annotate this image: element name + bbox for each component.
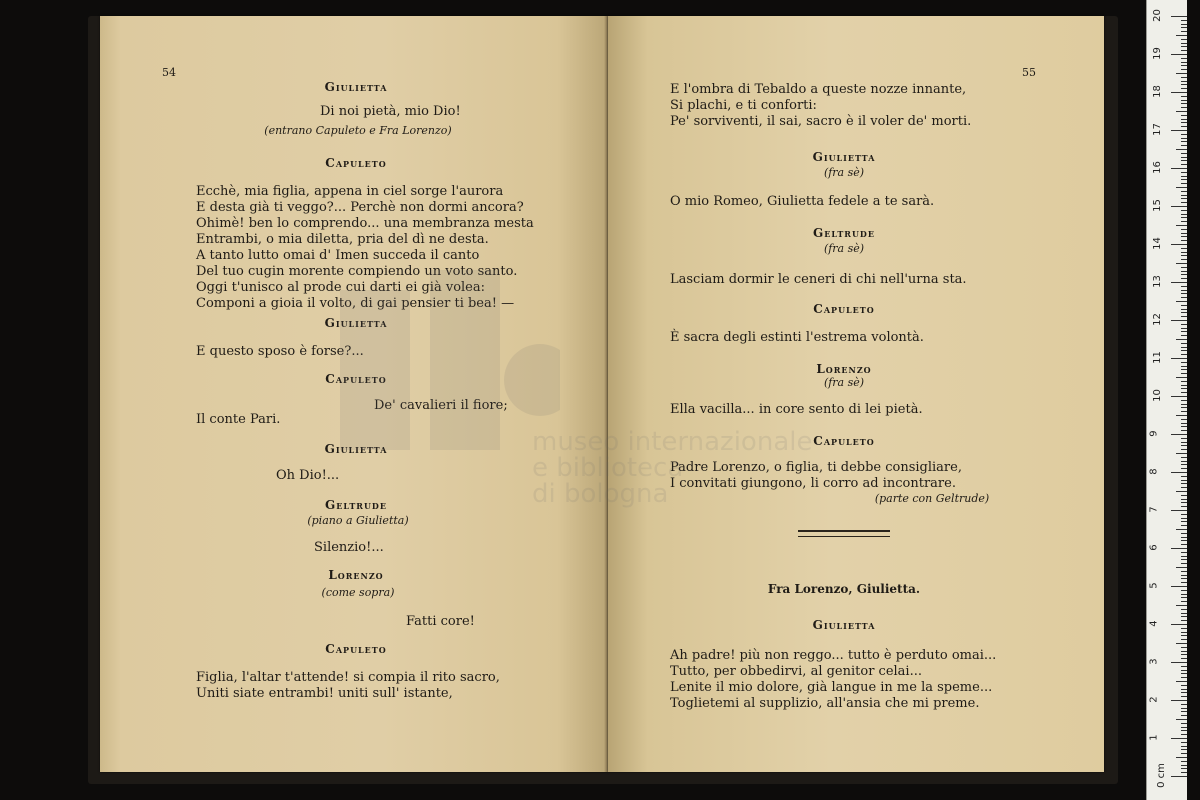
ruler-tick (1181, 290, 1187, 291)
page-number-left: 54 (162, 66, 176, 79)
ruler-tick (1181, 426, 1187, 427)
ruler-number: 3 (1148, 658, 1160, 665)
ruler-tick (1181, 620, 1187, 621)
ruler-tick (1181, 271, 1187, 272)
ruler-tick (1181, 411, 1187, 412)
verse-block: Figlia, l'altar t'attende! si compia il rito sacro, Uniti siate entrambi! uniti sull' istante, (196, 670, 500, 701)
ruler-tick (1181, 50, 1187, 51)
stage-direction: (fra sè) (823, 242, 865, 255)
ruler-tick (1181, 229, 1187, 230)
ruler-tick (1181, 423, 1187, 424)
speaker-name: Capuleto (813, 302, 875, 316)
ruler-tick (1181, 575, 1187, 576)
ruler-number: 15 (1151, 199, 1163, 212)
ruler-tick (1181, 533, 1187, 534)
ruler-tick (1181, 267, 1187, 268)
ruler-tick (1181, 77, 1187, 78)
ruler-tick (1181, 609, 1187, 610)
ruler-tick (1181, 525, 1187, 526)
ruler-tick (1181, 499, 1187, 500)
ruler-tick (1181, 628, 1187, 629)
ruler-tick (1181, 658, 1187, 659)
ruler-tick (1181, 430, 1187, 431)
ruler-tick (1176, 339, 1187, 340)
ruler-tick (1181, 343, 1187, 344)
ruler-tick (1181, 84, 1187, 85)
ruler-tick (1181, 96, 1187, 97)
ruler-tick (1181, 88, 1187, 89)
ruler-tick (1181, 521, 1187, 522)
ruler-tick (1181, 666, 1187, 667)
ruler-number: 5 (1148, 582, 1160, 589)
ruler-number: 13 (1151, 275, 1163, 288)
ruler-tick (1181, 354, 1187, 355)
ruler-tick (1181, 400, 1187, 401)
ruler-tick (1171, 510, 1187, 511)
ruler-tick (1181, 734, 1187, 735)
ruler-tick (1181, 742, 1187, 743)
ruler-tick (1181, 58, 1187, 59)
ruler-tick (1176, 73, 1187, 74)
page-number-right: 55 (1022, 66, 1036, 79)
ruler-tick (1181, 559, 1187, 560)
ruler-tick (1181, 723, 1187, 724)
dialogue-line: E questo sposo è forse?... (196, 344, 364, 359)
dialogue-line: Lasciam dormir le ceneri di chi nell'urna sta. (670, 272, 967, 287)
ruler-tick (1181, 134, 1187, 135)
ruler-tick (1181, 293, 1187, 294)
ruler-tick (1181, 635, 1187, 636)
ruler-tick (1181, 103, 1187, 104)
ruler-tick (1181, 217, 1187, 218)
ruler-number: 4 (1148, 620, 1160, 627)
ruler-tick (1176, 377, 1187, 378)
stage-direction: (fra sè) (823, 166, 865, 179)
ruler-tick (1181, 138, 1187, 139)
ruler-tick (1171, 434, 1187, 435)
speaker-name: Lorenzo (816, 362, 872, 376)
ruler-tick (1181, 647, 1187, 648)
ruler-tick (1181, 673, 1187, 674)
ruler-tick (1181, 727, 1187, 728)
ruler-tick (1181, 309, 1187, 310)
ruler-tick (1181, 115, 1187, 116)
ruler-tick (1181, 563, 1187, 564)
ruler-number: 16 (1151, 161, 1163, 174)
dialogue-line: Ella vacilla... in core sento di lei pietà. (670, 402, 923, 417)
ruler-number: 6 (1148, 544, 1160, 551)
speaker-name: Giulietta (812, 618, 876, 632)
ruler-tick (1181, 328, 1187, 329)
ruler-tick (1181, 704, 1187, 705)
dialogue-line: È sacra degli estinti l'estrema volontà. (670, 330, 924, 345)
speaker-name: Lorenzo (328, 568, 384, 582)
ruler-tick (1176, 415, 1187, 416)
ruler-tick (1181, 324, 1187, 325)
ruler-tick (1171, 662, 1187, 663)
ruler-tick (1181, 297, 1187, 298)
ruler-number: 20 (1151, 9, 1163, 22)
dialogue-line: Il conte Pari. (196, 412, 281, 427)
stage-direction: (parte con Geltrude) (874, 492, 990, 505)
ruler-tick (1181, 677, 1187, 678)
ruler-tick (1176, 225, 1187, 226)
ruler-tick (1181, 746, 1187, 747)
speaker-name: Giulietta (812, 150, 876, 164)
ruler-tick (1181, 305, 1187, 306)
ruler-tick (1171, 586, 1187, 587)
ruler-tick (1171, 92, 1187, 93)
ruler-tick (1181, 552, 1187, 553)
ruler-tick (1171, 282, 1187, 283)
ruler-tick (1181, 183, 1187, 184)
ruler-tick (1181, 540, 1187, 541)
speaker-name: Geltrude (325, 498, 387, 512)
speaker-name: Capuleto (813, 434, 875, 448)
stage-direction: (come sopra) (321, 586, 395, 599)
ruler-tick (1181, 362, 1187, 363)
ruler-tick (1181, 141, 1187, 142)
ruler-tick (1181, 252, 1187, 253)
ruler-tick (1181, 255, 1187, 256)
ruler-tick (1181, 164, 1187, 165)
ruler-tick (1181, 312, 1187, 313)
ruler-tick (1171, 54, 1187, 55)
ruler-tick (1181, 407, 1187, 408)
verse-block: Ah padre! più non reggo... tutto è perduto omai... Tutto, per obbedirvi, al genitor celai... Lenite il mio dolore, già langue in me la speme... Toglietemi al supplizio, all'ansia che mi preme. (670, 648, 997, 711)
ruler-tick (1181, 39, 1187, 40)
ruler-number: 1 (1148, 734, 1160, 741)
ruler-number: 10 (1151, 389, 1163, 402)
ruler-tick (1171, 358, 1187, 359)
ruler-tick (1176, 149, 1187, 150)
ruler-tick (1171, 700, 1187, 701)
ruler-tick (1181, 233, 1187, 234)
ruler-tick (1181, 442, 1187, 443)
ruler-tick (1181, 385, 1187, 386)
ruler-tick (1181, 160, 1187, 161)
ruler-tick (1171, 548, 1187, 549)
ruler-tick (1176, 643, 1187, 644)
ruler-tick (1181, 373, 1187, 374)
ruler-tick (1181, 369, 1187, 370)
speaker-name: Capuleto (325, 156, 387, 170)
ruler-tick (1181, 582, 1187, 583)
ruler-tick (1181, 461, 1187, 462)
ruler-number: 2 (1148, 696, 1160, 703)
ruler-tick (1181, 730, 1187, 731)
ruler-tick (1181, 366, 1187, 367)
ruler-tick (1181, 632, 1187, 633)
ruler-tick (1181, 191, 1187, 192)
ruler-tick (1181, 240, 1187, 241)
ruler-tick (1181, 715, 1187, 716)
ruler-tick (1181, 639, 1187, 640)
speaker-name: Giulietta (324, 80, 388, 94)
ruler-tick (1181, 286, 1187, 287)
ruler-unit-label: 0 cm (1155, 763, 1167, 788)
ruler-tick (1181, 31, 1187, 32)
ruler-tick (1176, 757, 1187, 758)
speaker-name: Giulietta (324, 442, 388, 456)
ruler-tick (1181, 696, 1187, 697)
ruler-tick (1176, 567, 1187, 568)
ruler-tick (1181, 753, 1187, 754)
ruler-tick (1181, 392, 1187, 393)
ruler-tick (1181, 202, 1187, 203)
ruler-tick (1176, 719, 1187, 720)
stage-direction: (piano a Giulietta) (307, 514, 409, 527)
ruler-tick (1181, 670, 1187, 671)
ruler-number: 12 (1151, 313, 1163, 326)
ruler-tick (1181, 556, 1187, 557)
speaker-name: Capuleto (325, 642, 387, 656)
measurement-ruler (1146, 0, 1187, 800)
ruler-tick (1181, 153, 1187, 154)
ruler-tick (1181, 711, 1187, 712)
ruler-tick (1181, 350, 1187, 351)
ruler-tick (1181, 464, 1187, 465)
ruler-number: 17 (1151, 123, 1163, 136)
ruler-tick (1181, 46, 1187, 47)
ruler-tick (1181, 176, 1187, 177)
scene-heading: Fra Lorenzo, Giulietta. (767, 582, 921, 596)
ruler-tick (1181, 404, 1187, 405)
ruler-number: 8 (1148, 468, 1160, 475)
speaker-name: Geltrude (813, 226, 875, 240)
ruler-tick (1181, 613, 1187, 614)
ruler-tick (1171, 168, 1187, 169)
ruler-tick (1181, 476, 1187, 477)
ruler-tick (1181, 689, 1187, 690)
ruler-tick (1171, 206, 1187, 207)
ruler-tick (1181, 248, 1187, 249)
ruler-tick (1176, 111, 1187, 112)
ruler-tick (1176, 35, 1187, 36)
ruler-tick (1181, 388, 1187, 389)
ruler-tick (1181, 335, 1187, 336)
ruler-tick (1181, 331, 1187, 332)
ruler-tick (1181, 198, 1187, 199)
ruler-tick (1181, 654, 1187, 655)
ruler-number: 18 (1151, 85, 1163, 98)
verse-block: Padre Lorenzo, o figlia, ti debbe consigliare, I convitati giungono, li corro ad incontrare. (670, 460, 962, 491)
ruler-tick (1171, 776, 1187, 777)
ruler-tick (1171, 16, 1187, 17)
dialogue-line: Silenzio!... (314, 540, 384, 555)
ruler-tick (1181, 514, 1187, 515)
ruler-tick (1181, 544, 1187, 545)
ruler-tick (1181, 65, 1187, 66)
ruler-tick (1181, 236, 1187, 237)
ruler-tick (1181, 502, 1187, 503)
ruler-tick (1181, 210, 1187, 211)
ruler-tick (1181, 62, 1187, 63)
ruler-tick (1181, 761, 1187, 762)
stage-direction: (entrano Capuleto e Fra Lorenzo) (264, 124, 452, 137)
ruler-tick (1181, 468, 1187, 469)
ruler-tick (1181, 274, 1187, 275)
stage-direction: (fra sè) (823, 376, 865, 389)
ruler-tick (1176, 605, 1187, 606)
ruler-tick (1181, 449, 1187, 450)
ruler-tick (1171, 738, 1187, 739)
ruler-tick (1176, 529, 1187, 530)
ruler-tick (1181, 126, 1187, 127)
verse-block: Ecchè, mia figlia, appena in ciel sorge l'aurora E desta già ti veggo?... Perchè non dormi ancora? Ohimè! ben lo comprendo... una membranza mesta Entrambi, o mia diletta, pria del dì ne desta. A tanto lutto omai d' Imen succeda il canto Del tuo cugin morente compiendo un voto santo. Oggi t'unisco al prode cui darti ei già volea: Componi a gioia il volto, di gai pensier ti bea! — (196, 184, 534, 311)
ruler-tick (1171, 624, 1187, 625)
ruler-tick (1181, 214, 1187, 215)
ruler-tick (1176, 187, 1187, 188)
ruler-tick (1181, 495, 1187, 496)
ruler-tick (1181, 195, 1187, 196)
ruler-tick (1181, 518, 1187, 519)
ruler-tick (1181, 172, 1187, 173)
ruler-tick (1171, 320, 1187, 321)
ruler-number: 7 (1148, 506, 1160, 513)
ruler-tick (1171, 244, 1187, 245)
scene-divider (798, 530, 890, 537)
ruler-tick (1181, 316, 1187, 317)
ruler-tick (1181, 107, 1187, 108)
ruler-tick (1181, 69, 1187, 70)
ruler-tick (1181, 487, 1187, 488)
ruler-tick (1176, 301, 1187, 302)
speaker-name: Giulietta (324, 316, 388, 330)
ruler-tick (1181, 100, 1187, 101)
ruler-tick (1181, 537, 1187, 538)
ruler-tick (1181, 259, 1187, 260)
ruler-tick (1181, 601, 1187, 602)
ruler-tick (1181, 381, 1187, 382)
dialogue-line: Fatti core! (406, 614, 475, 629)
ruler-number: 19 (1151, 47, 1163, 60)
ruler-tick (1181, 27, 1187, 28)
ruler-tick (1181, 483, 1187, 484)
ruler-tick (1181, 692, 1187, 693)
dialogue-line: De' cavalieri il fiore; (374, 398, 508, 413)
ruler-tick (1181, 578, 1187, 579)
ruler-tick (1181, 20, 1187, 21)
ruler-tick (1181, 594, 1187, 595)
ruler-tick (1176, 681, 1187, 682)
right-page (608, 16, 1104, 772)
ruler-tick (1181, 506, 1187, 507)
ruler-tick (1176, 263, 1187, 264)
ruler-tick (1176, 491, 1187, 492)
ruler-tick (1181, 616, 1187, 617)
ruler-tick (1181, 768, 1187, 769)
ruler-tick (1181, 122, 1187, 123)
ruler-tick (1171, 396, 1187, 397)
ruler-number: 14 (1151, 237, 1163, 250)
speaker-name: Capuleto (325, 372, 387, 386)
ruler-tick (1181, 145, 1187, 146)
ruler-tick (1181, 445, 1187, 446)
left-page (100, 16, 608, 772)
ruler-tick (1181, 278, 1187, 279)
ruler-tick (1181, 43, 1187, 44)
ruler-tick (1181, 179, 1187, 180)
open-book (88, 16, 1118, 784)
verse-block: E l'ombra di Tebaldo a queste nozze innante, Si plachi, e ti conforti: Pe' sorviventi, il sai, sacro è il voler de' morti. (670, 82, 972, 129)
ruler-tick (1181, 419, 1187, 420)
ruler-tick (1181, 685, 1187, 686)
ruler-tick (1181, 480, 1187, 481)
ruler-tick (1181, 157, 1187, 158)
ruler-tick (1181, 708, 1187, 709)
dialogue-line: Di noi pietà, mio Dio! (320, 104, 461, 119)
ruler-tick (1171, 130, 1187, 131)
ruler-tick (1181, 81, 1187, 82)
ruler-tick (1181, 749, 1187, 750)
ruler-tick (1181, 597, 1187, 598)
dialogue-line: Oh Dio!... (276, 468, 340, 483)
ruler-tick (1181, 457, 1187, 458)
ruler-tick (1181, 24, 1187, 25)
ruler-tick (1181, 590, 1187, 591)
ruler-number: 11 (1151, 351, 1163, 364)
ruler-tick (1181, 765, 1187, 766)
ruler-tick (1181, 347, 1187, 348)
ruler-tick (1181, 651, 1187, 652)
dialogue-line: O mio Romeo, Giulietta fedele a te sarà. (670, 194, 935, 209)
ruler-tick (1181, 221, 1187, 222)
ruler-tick (1181, 571, 1187, 572)
ruler-tick (1181, 772, 1187, 773)
ruler-tick (1181, 438, 1187, 439)
ruler-tick (1171, 472, 1187, 473)
ruler-tick (1176, 453, 1187, 454)
ruler-number: 9 (1148, 430, 1160, 437)
ruler-tick (1181, 119, 1187, 120)
